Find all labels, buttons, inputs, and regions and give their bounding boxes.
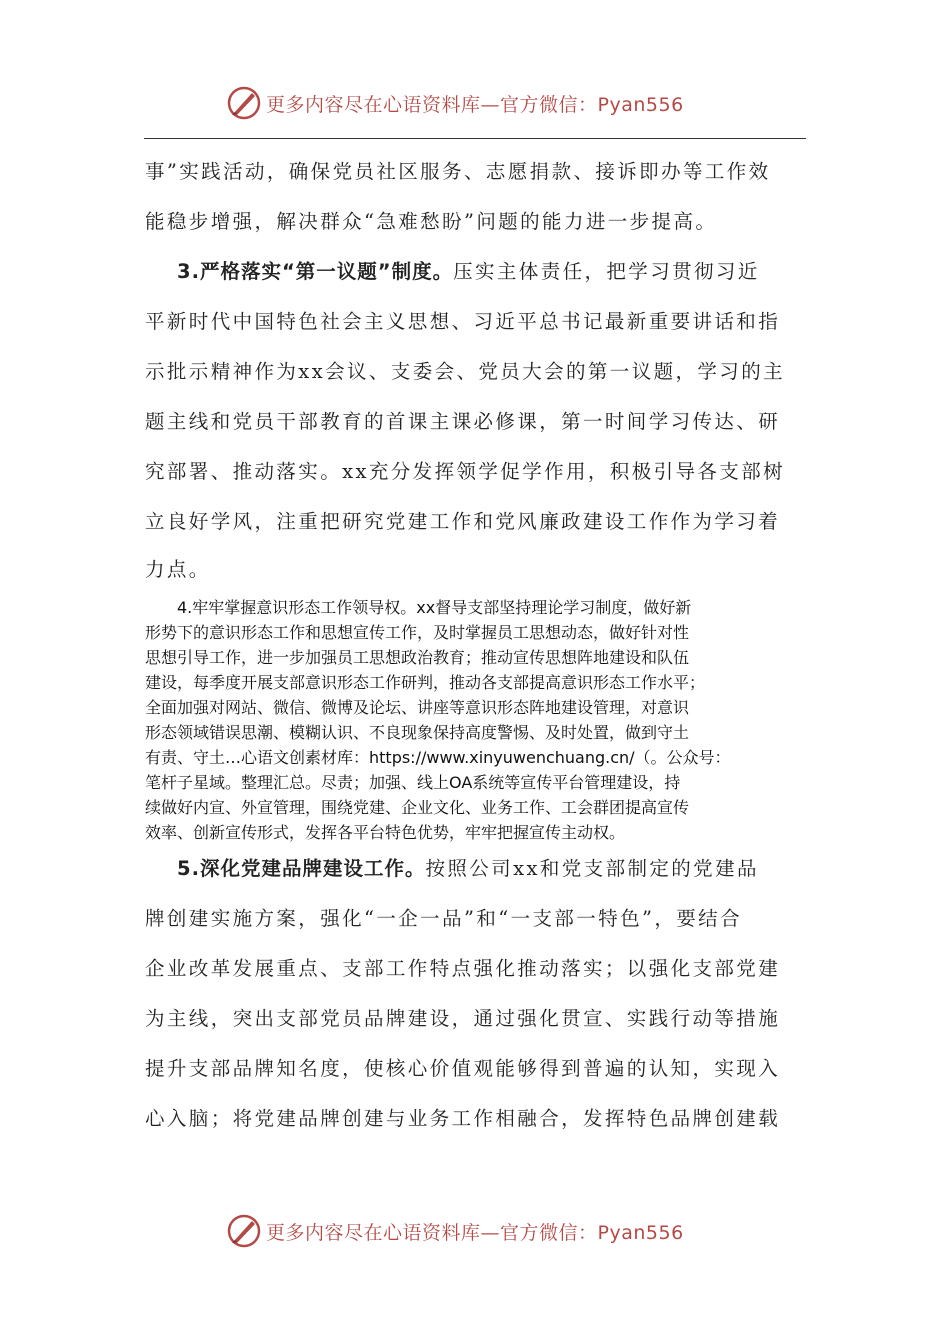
header-text: 更多内容尽在心语资料库—官方微信：Pyan556 [266, 94, 684, 116]
para-3-heading: 3.严格落实“第一议题”制度。 [177, 260, 454, 283]
page-footer [0, 1211, 950, 1251]
para-4-line-1: 4.牢牢掌握意识形态工作领导权。xx督导支部坚持理论学习制度，做好新 [177, 598, 692, 617]
para-5-line-5: 提升支部品牌知名度，使核心价值观能够得到普遍的认知，实现入 [145, 1057, 781, 1080]
footer-wechat-id: Pyan556 [597, 1222, 684, 1244]
para-5-line-1: 5.深化党建品牌建设工作。按照公司xx和党支部制定的党建品 [177, 857, 759, 880]
para-5-line-2: 牌创建实施方案，强化“一企一品”和“一支部一特色”，要结合 [145, 907, 742, 930]
para-continuation-line-1: 事”实践活动，确保党员社区服务、志愿捐款、接诉即办等工作效 [145, 160, 771, 183]
page-header [0, 83, 950, 123]
para-5-line-6: 心入脑；将党建品牌创建与业务工作相融合，发挥特色品牌创建载 [145, 1107, 781, 1130]
para-3-line-7: 力点。 [145, 558, 211, 581]
para-4-line-3: 思想引导工作，进一步加强员工思想政治教育；推动宣传思想阵地建设和队伍 [145, 648, 690, 667]
para-5-line-4: 为主线，突出支部党员品牌建设，通过强化贯宣、实践行动等措施 [145, 1007, 781, 1030]
para-4-line-7: 有责、守土…心语文创素材库：https://www.xinyuwenchuang.cn/（。公众号： [145, 748, 731, 767]
para-3-line-1: 3.严格落实“第一议题”制度。压实主体责任，把学习贯彻习近 [177, 260, 760, 283]
para-4-line-5: 全面加强对网站、微信、微博及论坛、讲座等意识形态阵地建设管理，对意识 [145, 698, 690, 717]
para-4-line-6: 形态领域错误思潮、模糊认识、不良现象保持高度警惕、及时处置，做到守土 [145, 723, 690, 742]
para-3-line-6: 立良好学风，注重把研究党建工作和党风廉政建设工作作为学习着 [145, 510, 781, 533]
para-continuation-line-2: 能稳步增强，解决群众“急难愁盼”问题的能力进一步提高。 [145, 210, 718, 233]
para-5-heading: 5.深化党建品牌建设工作。 [177, 857, 426, 880]
para-3-line-5: 究部署、推动落实。xx充分发挥领学促学作用，积极引导各支部树 [145, 460, 785, 483]
pen-logo-icon [226, 85, 262, 121]
para-3-line-2: 平新时代中国特色社会主义思想、习近平总书记最新重要讲话和指 [145, 310, 781, 333]
header-wechat-id: Pyan556 [597, 94, 684, 116]
para-3-line-3: 示批示精神作为xx会议、支委会、党员大会的第一议题，学习的主 [145, 360, 785, 383]
header-divider [144, 138, 806, 139]
para-5-line-3: 企业改革发展重点、支部工作特点强化推动落实；以强化支部党建 [145, 957, 781, 980]
para-4-line-10: 效率、创新宣传形式，发挥各平台特色优势，牢牢把握宣传主动权。 [145, 823, 626, 842]
para-4-line-2: 形势下的意识形态工作和思想宣传工作，及时掌握员工思想动态，做好针对性 [145, 623, 690, 642]
para-4-line-8: 笔杆子星域。整理汇总。尽责；加强、线上OA系统等宣传平台管理建设，持 [145, 773, 681, 792]
footer-text: 更多内容尽在心语资料库—官方微信：Pyan556 [266, 1222, 684, 1244]
para-4-line-4: 建设，每季度开展支部意识形态工作研判，推动各支部提高意识形态工作水平； [145, 673, 706, 692]
para-3-line-4: 题主线和党员干部教育的首课主课必修课，第一时间学习传达、研 [145, 410, 781, 433]
pen-logo-icon [226, 1213, 262, 1249]
para-4-line-9: 续做好内宣、外宣管理，围绕党建、企业文化、业务工作、工会群团提高宣传 [145, 798, 690, 817]
